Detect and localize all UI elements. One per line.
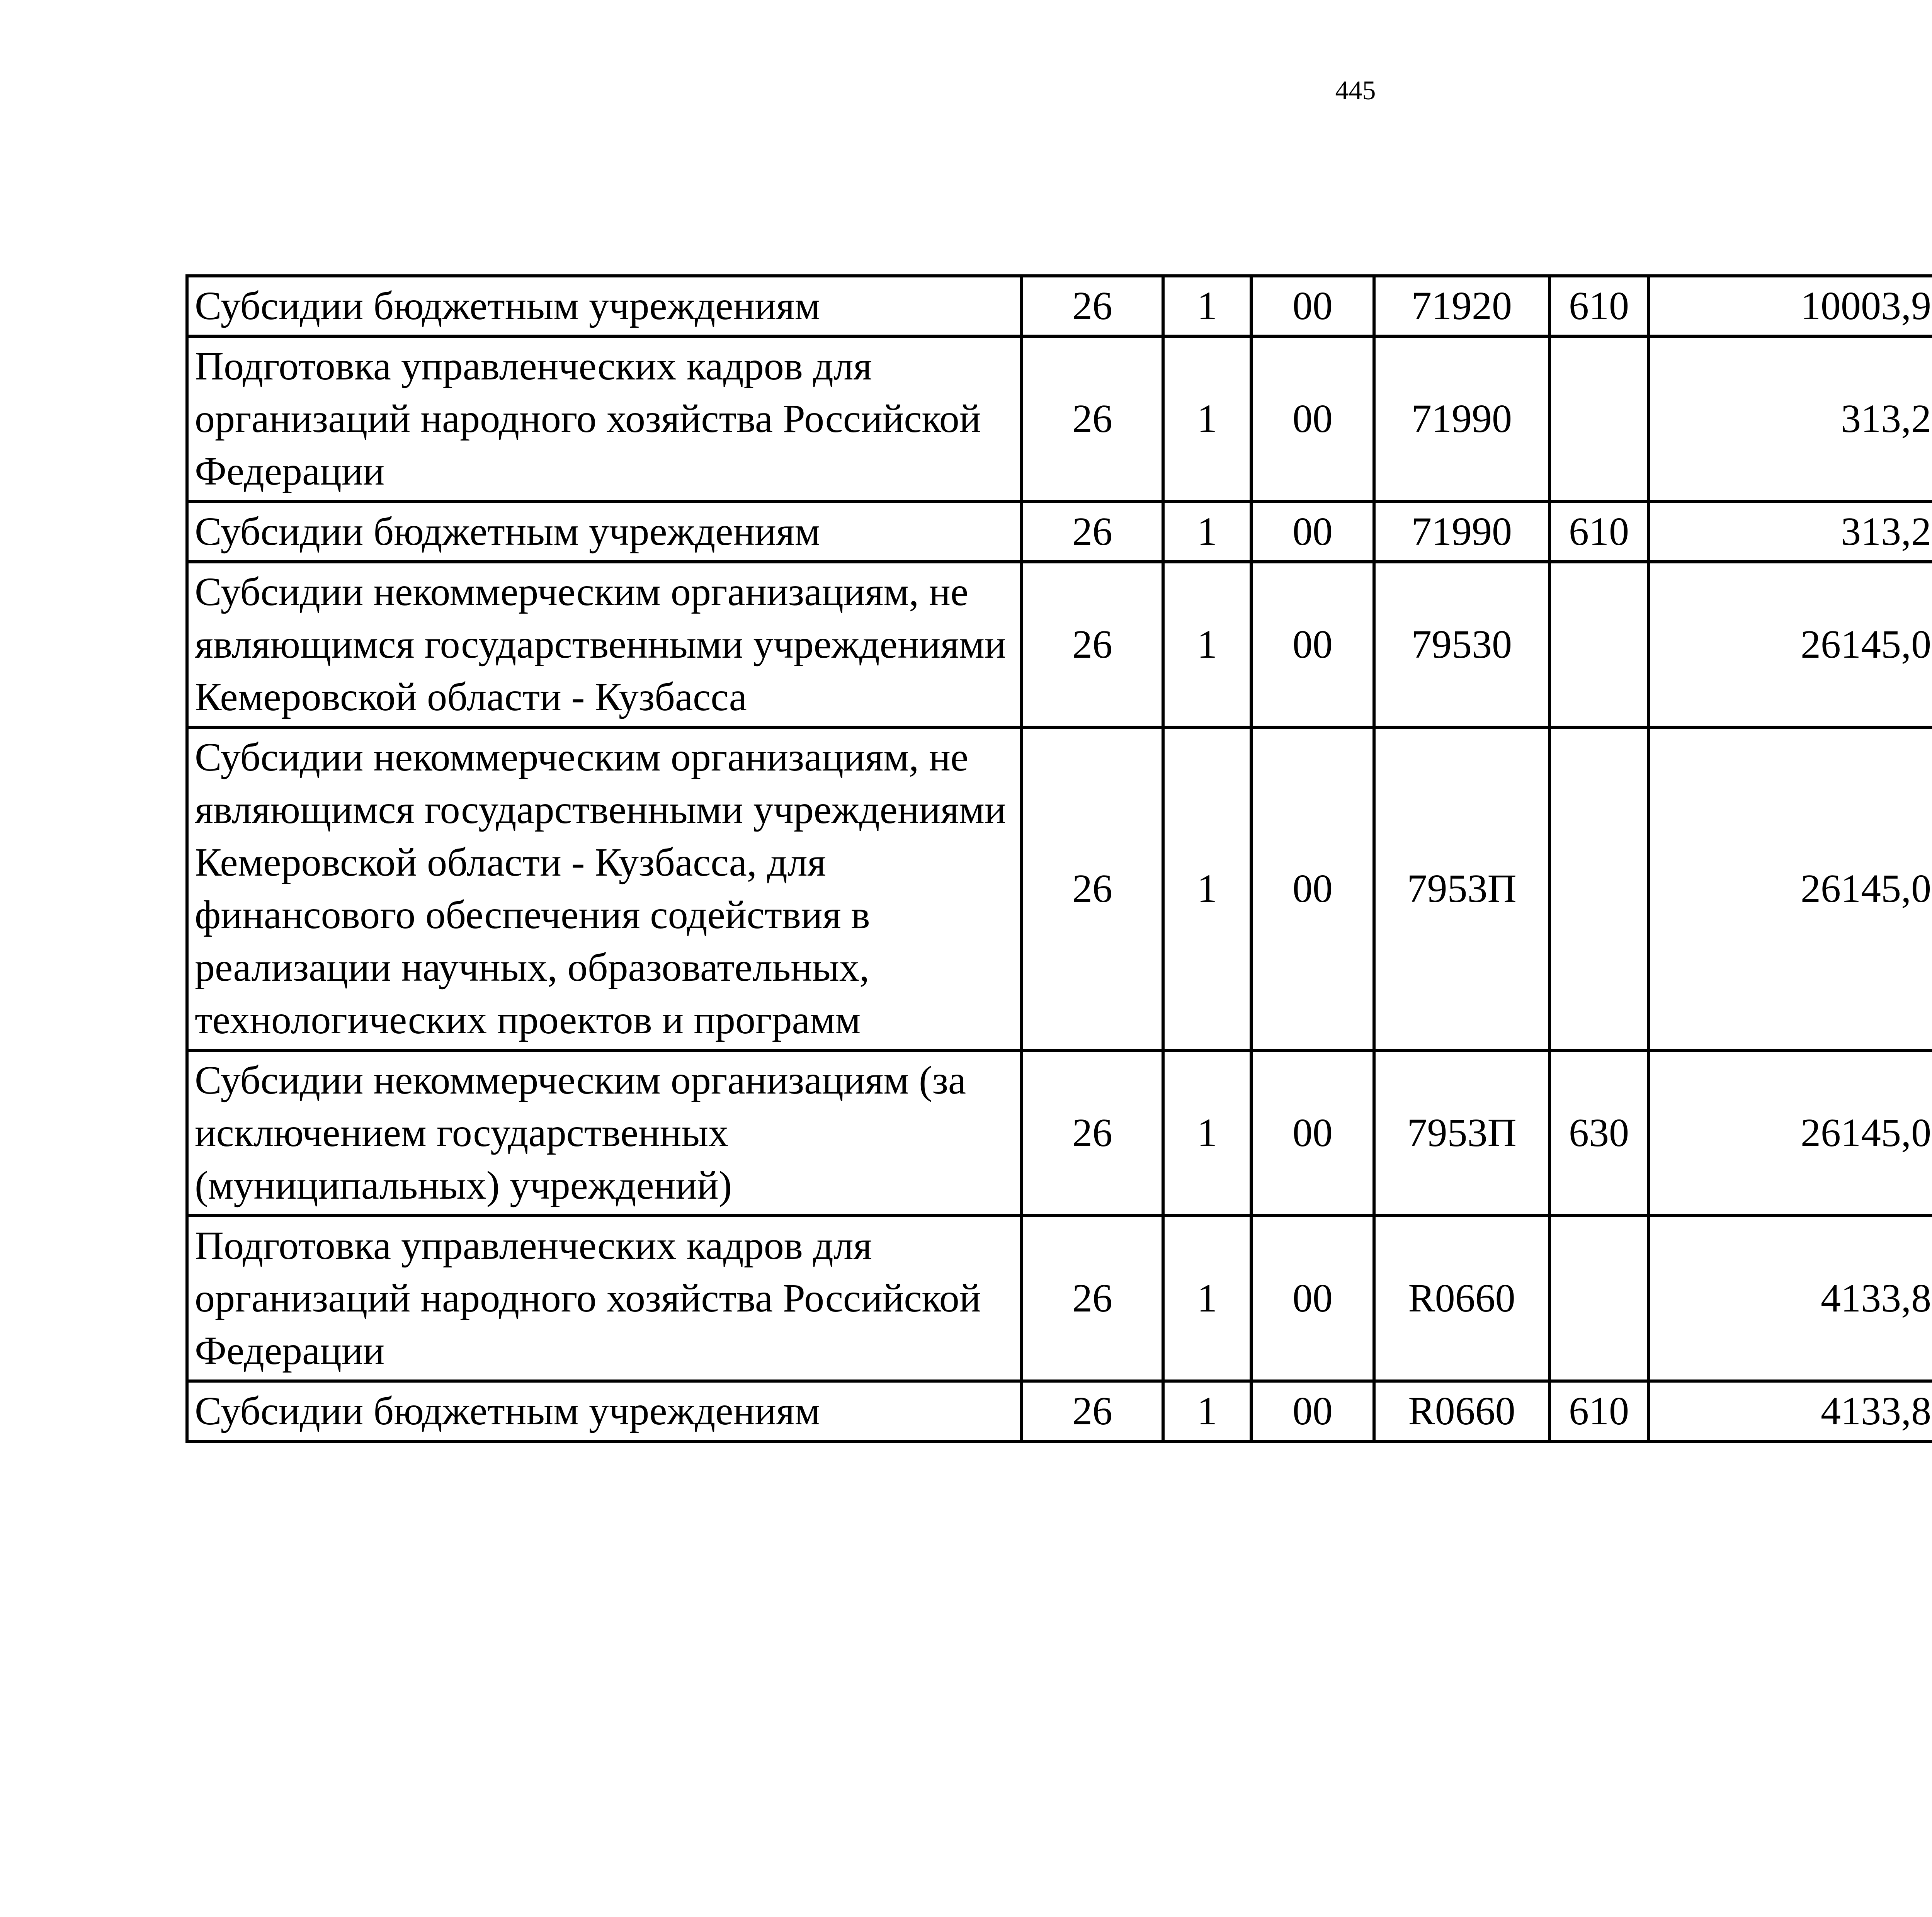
program-code-cell: 1	[1163, 1216, 1251, 1381]
direction-code-cell: 71990	[1374, 336, 1549, 502]
row-name-cell: Субсидии бюджетным учреждениям	[187, 502, 1022, 562]
direction-code-cell: 7953П	[1374, 727, 1549, 1050]
amount-year-1-cell: 313,2	[1648, 502, 1932, 562]
program-code-cell: 1	[1163, 276, 1251, 336]
program-code-cell: 1	[1163, 562, 1251, 727]
subprogram-code-cell: 00	[1251, 727, 1374, 1050]
direction-code-cell: R0660	[1374, 1381, 1549, 1441]
program-code-cell: 1	[1163, 727, 1251, 1050]
row-name-cell: Субсидии некоммерческим организациям, не являющимся государственными учреждениями Кемеровской области - Кузбасса	[187, 562, 1022, 727]
table-row	[187, 502, 1932, 562]
subprogram-code-cell: 00	[1251, 1050, 1374, 1216]
amount-year-1-cell: 4133,8	[1648, 1216, 1932, 1381]
amount-year-1-cell: 26145,0	[1648, 1050, 1932, 1216]
ministry-code-cell: 26	[1022, 562, 1163, 727]
expense-type-cell: 610	[1549, 502, 1648, 562]
table-row	[187, 276, 1932, 336]
subprogram-code-cell: 00	[1251, 1381, 1374, 1441]
subprogram-code-cell: 00	[1251, 1216, 1374, 1381]
amount-year-1-cell: 4133,8	[1648, 1381, 1932, 1441]
expense-type-cell: 610	[1549, 276, 1648, 336]
ministry-code-cell: 26	[1022, 276, 1163, 336]
expense-type-cell	[1549, 1216, 1648, 1381]
ministry-code-cell: 26	[1022, 727, 1163, 1050]
amount-year-1-cell: 313,2	[1648, 336, 1932, 502]
page-number: 445	[1335, 76, 1376, 105]
direction-code-cell: 71920	[1374, 276, 1549, 336]
subprogram-code-cell: 00	[1251, 502, 1374, 562]
ministry-code-cell: 26	[1022, 1050, 1163, 1216]
row-name-cell: Подготовка управленческих кадров для организаций народного хозяйства Российской Федерации	[187, 336, 1022, 502]
row-name-cell: Субсидии бюджетным учреждениям	[187, 276, 1022, 336]
program-code-cell: 1	[1163, 1381, 1251, 1441]
ministry-code-cell: 26	[1022, 502, 1163, 562]
amount-year-1-cell: 10003,9	[1648, 276, 1932, 336]
table-body	[187, 276, 1932, 1441]
expense-type-cell	[1549, 336, 1648, 502]
table-row	[187, 562, 1932, 727]
table-row	[187, 336, 1932, 502]
expense-type-cell	[1549, 562, 1648, 727]
subprogram-code-cell: 00	[1251, 336, 1374, 502]
budget-table	[185, 274, 1932, 1443]
subprogram-code-cell: 00	[1251, 562, 1374, 727]
program-code-cell: 1	[1163, 1050, 1251, 1216]
direction-code-cell: 7953П	[1374, 1050, 1549, 1216]
subprogram-code-cell: 00	[1251, 276, 1374, 336]
ministry-code-cell: 26	[1022, 1381, 1163, 1441]
table-row	[187, 1381, 1932, 1441]
ministry-code-cell: 26	[1022, 336, 1163, 502]
table-row	[187, 1050, 1932, 1216]
program-code-cell: 1	[1163, 502, 1251, 562]
direction-code-cell: R0660	[1374, 1216, 1549, 1381]
row-name-cell: Субсидии некоммерческим организациям, не являющимся государственными учреждениями Кемеровской области - Кузбасса, для финансового обеспечения содействия в реализации научных, образовательных, технологических проектов и программ	[187, 727, 1022, 1050]
expense-type-cell: 630	[1549, 1050, 1648, 1216]
ministry-code-cell: 26	[1022, 1216, 1163, 1381]
table-row	[187, 1216, 1932, 1381]
row-name-cell: Субсидии бюджетным учреждениям	[187, 1381, 1022, 1441]
program-code-cell: 1	[1163, 336, 1251, 502]
amount-year-1-cell: 26145,0	[1648, 562, 1932, 727]
amount-year-1-cell: 26145,0	[1648, 727, 1932, 1050]
table-row	[187, 727, 1932, 1050]
expense-type-cell	[1549, 727, 1648, 1050]
row-name-cell: Субсидии некоммерческим организациям (за исключением государственных (муниципальных) учреждений)	[187, 1050, 1022, 1216]
direction-code-cell: 79530	[1374, 562, 1549, 727]
direction-code-cell: 71990	[1374, 502, 1549, 562]
row-name-cell: Подготовка управленческих кадров для организаций народного хозяйства Российской Федерации	[187, 1216, 1022, 1381]
expense-type-cell: 610	[1549, 1381, 1648, 1441]
